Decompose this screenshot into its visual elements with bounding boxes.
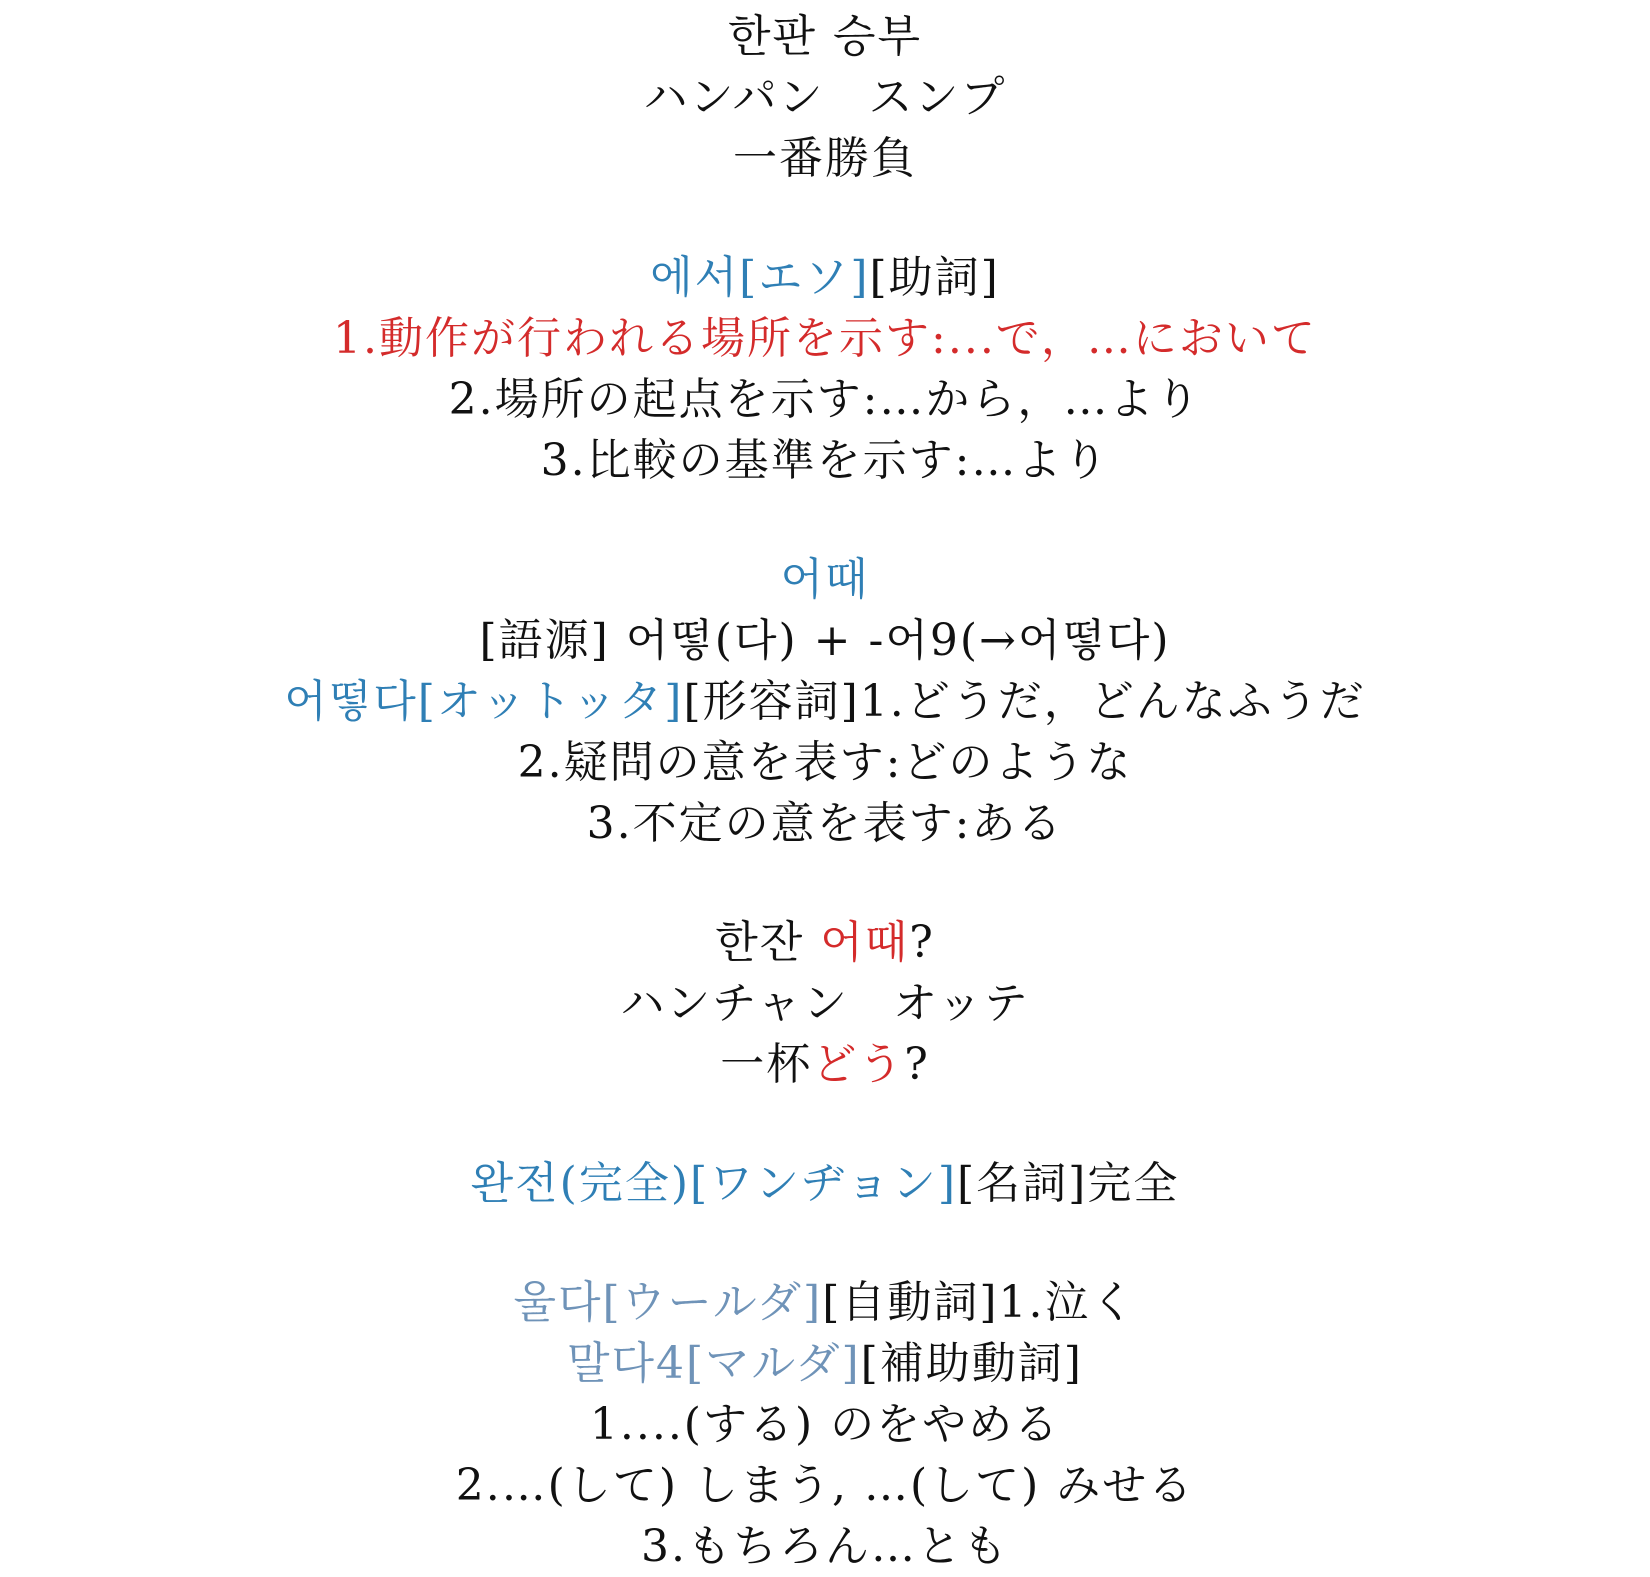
entry-header-wanjeon bbox=[0, 1153, 1650, 1214]
spacer bbox=[0, 1095, 1650, 1153]
phrase-japanese bbox=[0, 128, 1650, 189]
entry-sense-2 bbox=[0, 1455, 1650, 1516]
sense-text: 2.場所の起点を示す:…から，…より bbox=[448, 374, 1202, 425]
phrase-korean bbox=[0, 6, 1650, 67]
entry-header-eseo bbox=[0, 247, 1650, 308]
entry-sense-1 bbox=[0, 308, 1650, 369]
sense-text: 3.不定の意を表す:ある bbox=[586, 798, 1064, 849]
entry-header-eotteotda bbox=[0, 671, 1650, 732]
example-katakana-part-b: オッテ bbox=[893, 978, 1030, 1029]
spacer bbox=[0, 854, 1650, 912]
part-of-speech-sense: [自動詞]1.泣く bbox=[822, 1277, 1137, 1328]
spacer bbox=[0, 491, 1650, 549]
example-text: ? bbox=[909, 917, 935, 968]
entry-header-eottae bbox=[0, 549, 1650, 610]
example-katakana-part-a: ハンチャン bbox=[620, 978, 849, 1029]
example-japanese bbox=[0, 1034, 1650, 1095]
part-of-speech: [補助動詞] bbox=[860, 1338, 1083, 1389]
sense-text: 3.もちろん…とも bbox=[641, 1521, 1009, 1572]
entry-header-malda bbox=[0, 1333, 1650, 1394]
spacer bbox=[0, 189, 1650, 247]
headword: 울다[ウールダ] bbox=[513, 1277, 823, 1328]
phrase-korean-text: 한판 승부 bbox=[727, 11, 922, 62]
part-of-speech-sense: [形容詞]1.どうだ，どんなふうだ bbox=[683, 676, 1366, 727]
phrase-japanese-text: 一番勝負 bbox=[733, 133, 917, 184]
headword: 완전(完全)[ワンヂョン] bbox=[470, 1158, 957, 1209]
phrase-katakana bbox=[0, 67, 1650, 128]
headword: 어때 bbox=[780, 554, 870, 605]
etymology-text: [語源] 어떻(다) + -어9(→어떻다) bbox=[479, 615, 1171, 666]
example-highlight: 어때 bbox=[820, 917, 910, 968]
example-highlight: どう bbox=[812, 1039, 905, 1090]
example-katakana bbox=[0, 973, 1650, 1034]
entry-sense-2 bbox=[0, 732, 1650, 793]
sense-text: 3.比較の基準を示す:…より bbox=[540, 435, 1110, 486]
spacer bbox=[0, 1214, 1650, 1272]
sense-text: 1.動作が行われる場所を示す:...で，…において bbox=[333, 313, 1317, 364]
example-korean bbox=[0, 912, 1650, 973]
headword: 말다4[マルダ] bbox=[567, 1338, 861, 1389]
example-text: ? bbox=[904, 1039, 930, 1090]
sense-text: 2.疑問の意を表す:どのような bbox=[517, 737, 1133, 788]
sense-text: 1....(する) のをやめる bbox=[589, 1399, 1061, 1450]
phrase-katakana-part-a: ハンパン bbox=[643, 72, 825, 123]
part-of-speech-meaning: [名詞]完全 bbox=[957, 1158, 1180, 1209]
etymology bbox=[0, 610, 1650, 671]
entry-header-ulda bbox=[0, 1272, 1650, 1333]
entry-sense-3 bbox=[0, 1516, 1650, 1577]
sense-text: 2.…(して) しまう, …(して) みせる bbox=[455, 1460, 1195, 1511]
example-text: 한잔 bbox=[715, 917, 821, 968]
sub-headword: 어떻다[オットッタ] bbox=[284, 676, 684, 727]
entry-sense-3 bbox=[0, 793, 1650, 854]
entry-sense-3 bbox=[0, 430, 1650, 491]
phrase-katakana-part-b: スンプ bbox=[868, 72, 1007, 123]
headword: 에서[エソ] bbox=[650, 252, 870, 303]
entry-sense-1 bbox=[0, 1394, 1650, 1455]
part-of-speech: [助詞] bbox=[869, 252, 1000, 303]
entry-sense-2 bbox=[0, 369, 1650, 430]
example-text: 一杯 bbox=[720, 1039, 813, 1090]
